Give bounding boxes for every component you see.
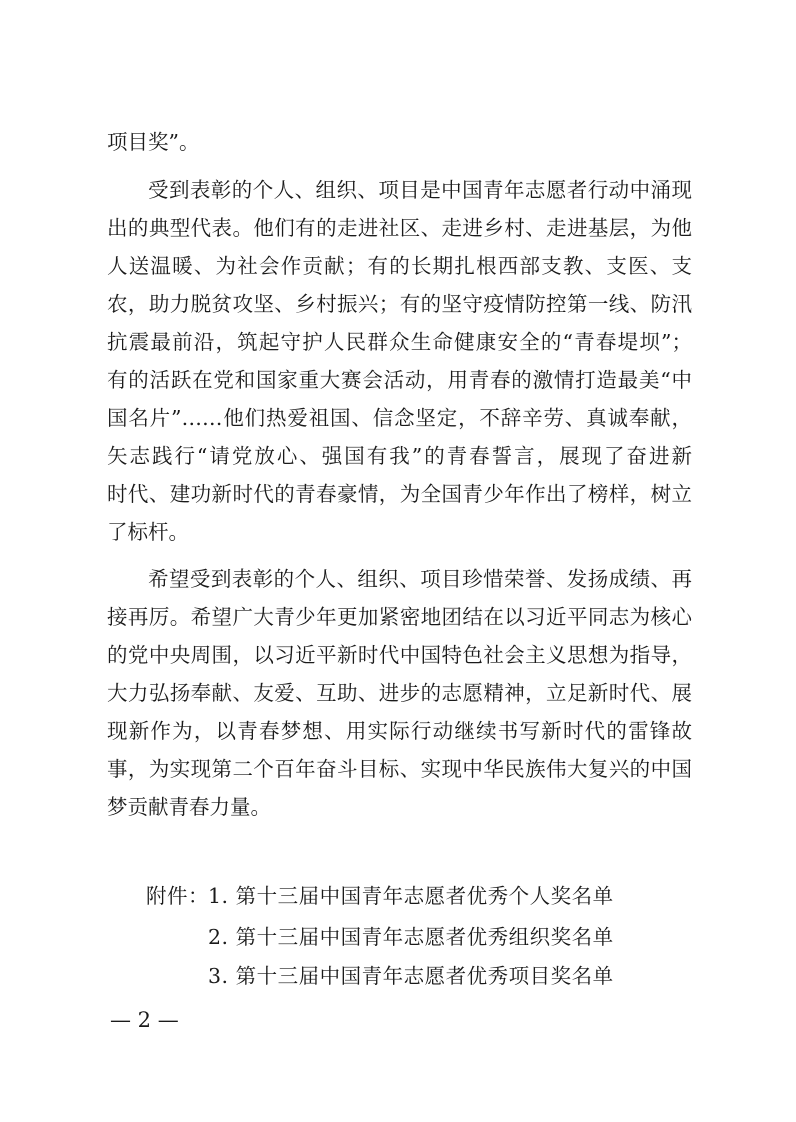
paragraph-line: 梦贡献青春力量。 [107,795,271,819]
paragraph-line: 事，为实现第二个百年奋斗目标、实现中华民族伟大复兴的中国 [107,757,692,781]
paragraph-line: 希望受到表彰的个人、组织、项目珍惜荣誉、发扬成绩、再 [148,567,692,591]
paragraph-line: 大力弘扬奉献、友爱、互助、进步的志愿精神，立足新时代、展 [107,681,692,705]
paragraph-line: 人送温暖、为社会作贡献；有的长期扎根西部支教、支医、支 [107,254,692,278]
attachment-item: 1. 第十三届中国青年志愿者优秀个人奖名单 [208,884,614,908]
paragraph-line: 时代、建功新时代的青春豪情，为全国青少年作出了榜样，树立 [107,482,692,506]
paragraph-line: 了标杆。 [107,520,189,544]
page-number: — 2 — [110,1008,179,1032]
paragraph-line: 现新作为，以青春梦想、用实际行动继续书写新时代的雷锋故 [107,719,692,743]
paragraph-line: 受到表彰的个人、组织、项目是中国青年志愿者行动中涌现 [148,178,692,202]
paragraph-line: 接再厉。希望广大青少年更加紧密地团结在以习近平同志为核心 [107,605,692,629]
paragraph-line: 的党中央周围，以习近平新时代中国特色社会主义思想为指导， [107,643,692,667]
paragraph-line: 有的活跃在党和国家重大赛会活动，用青春的激情打造最美“中 [107,368,692,392]
paragraph-fragment-line: 项目奖”。 [107,130,200,154]
paragraph-line: 抗震最前沿，筑起守护人民群众生命健康安全的“青春堤坝”； [107,330,692,354]
attachments-label: 附件： [146,884,209,908]
paragraph-line: 出的典型代表。他们有的走进社区、走进乡村、走进基层，为他 [107,216,692,240]
attachment-item: 2. 第十三届中国青年志愿者优秀组织奖名单 [208,925,614,949]
attachment-item: 3. 第十三届中国青年志愿者优秀项目奖名单 [208,964,614,988]
paragraph-line: 国名片”……他们热爱祖国、信念坚定，不辞辛劳、真诚奉献， [107,406,692,430]
paragraph-line: 农，助力脱贫攻坚、乡村振兴；有的坚守疫情防控第一线、防汛 [107,292,692,316]
paragraph-line: 矢志践行“请党放心、强国有我”的青春誓言，展现了奋进新 [107,444,692,468]
